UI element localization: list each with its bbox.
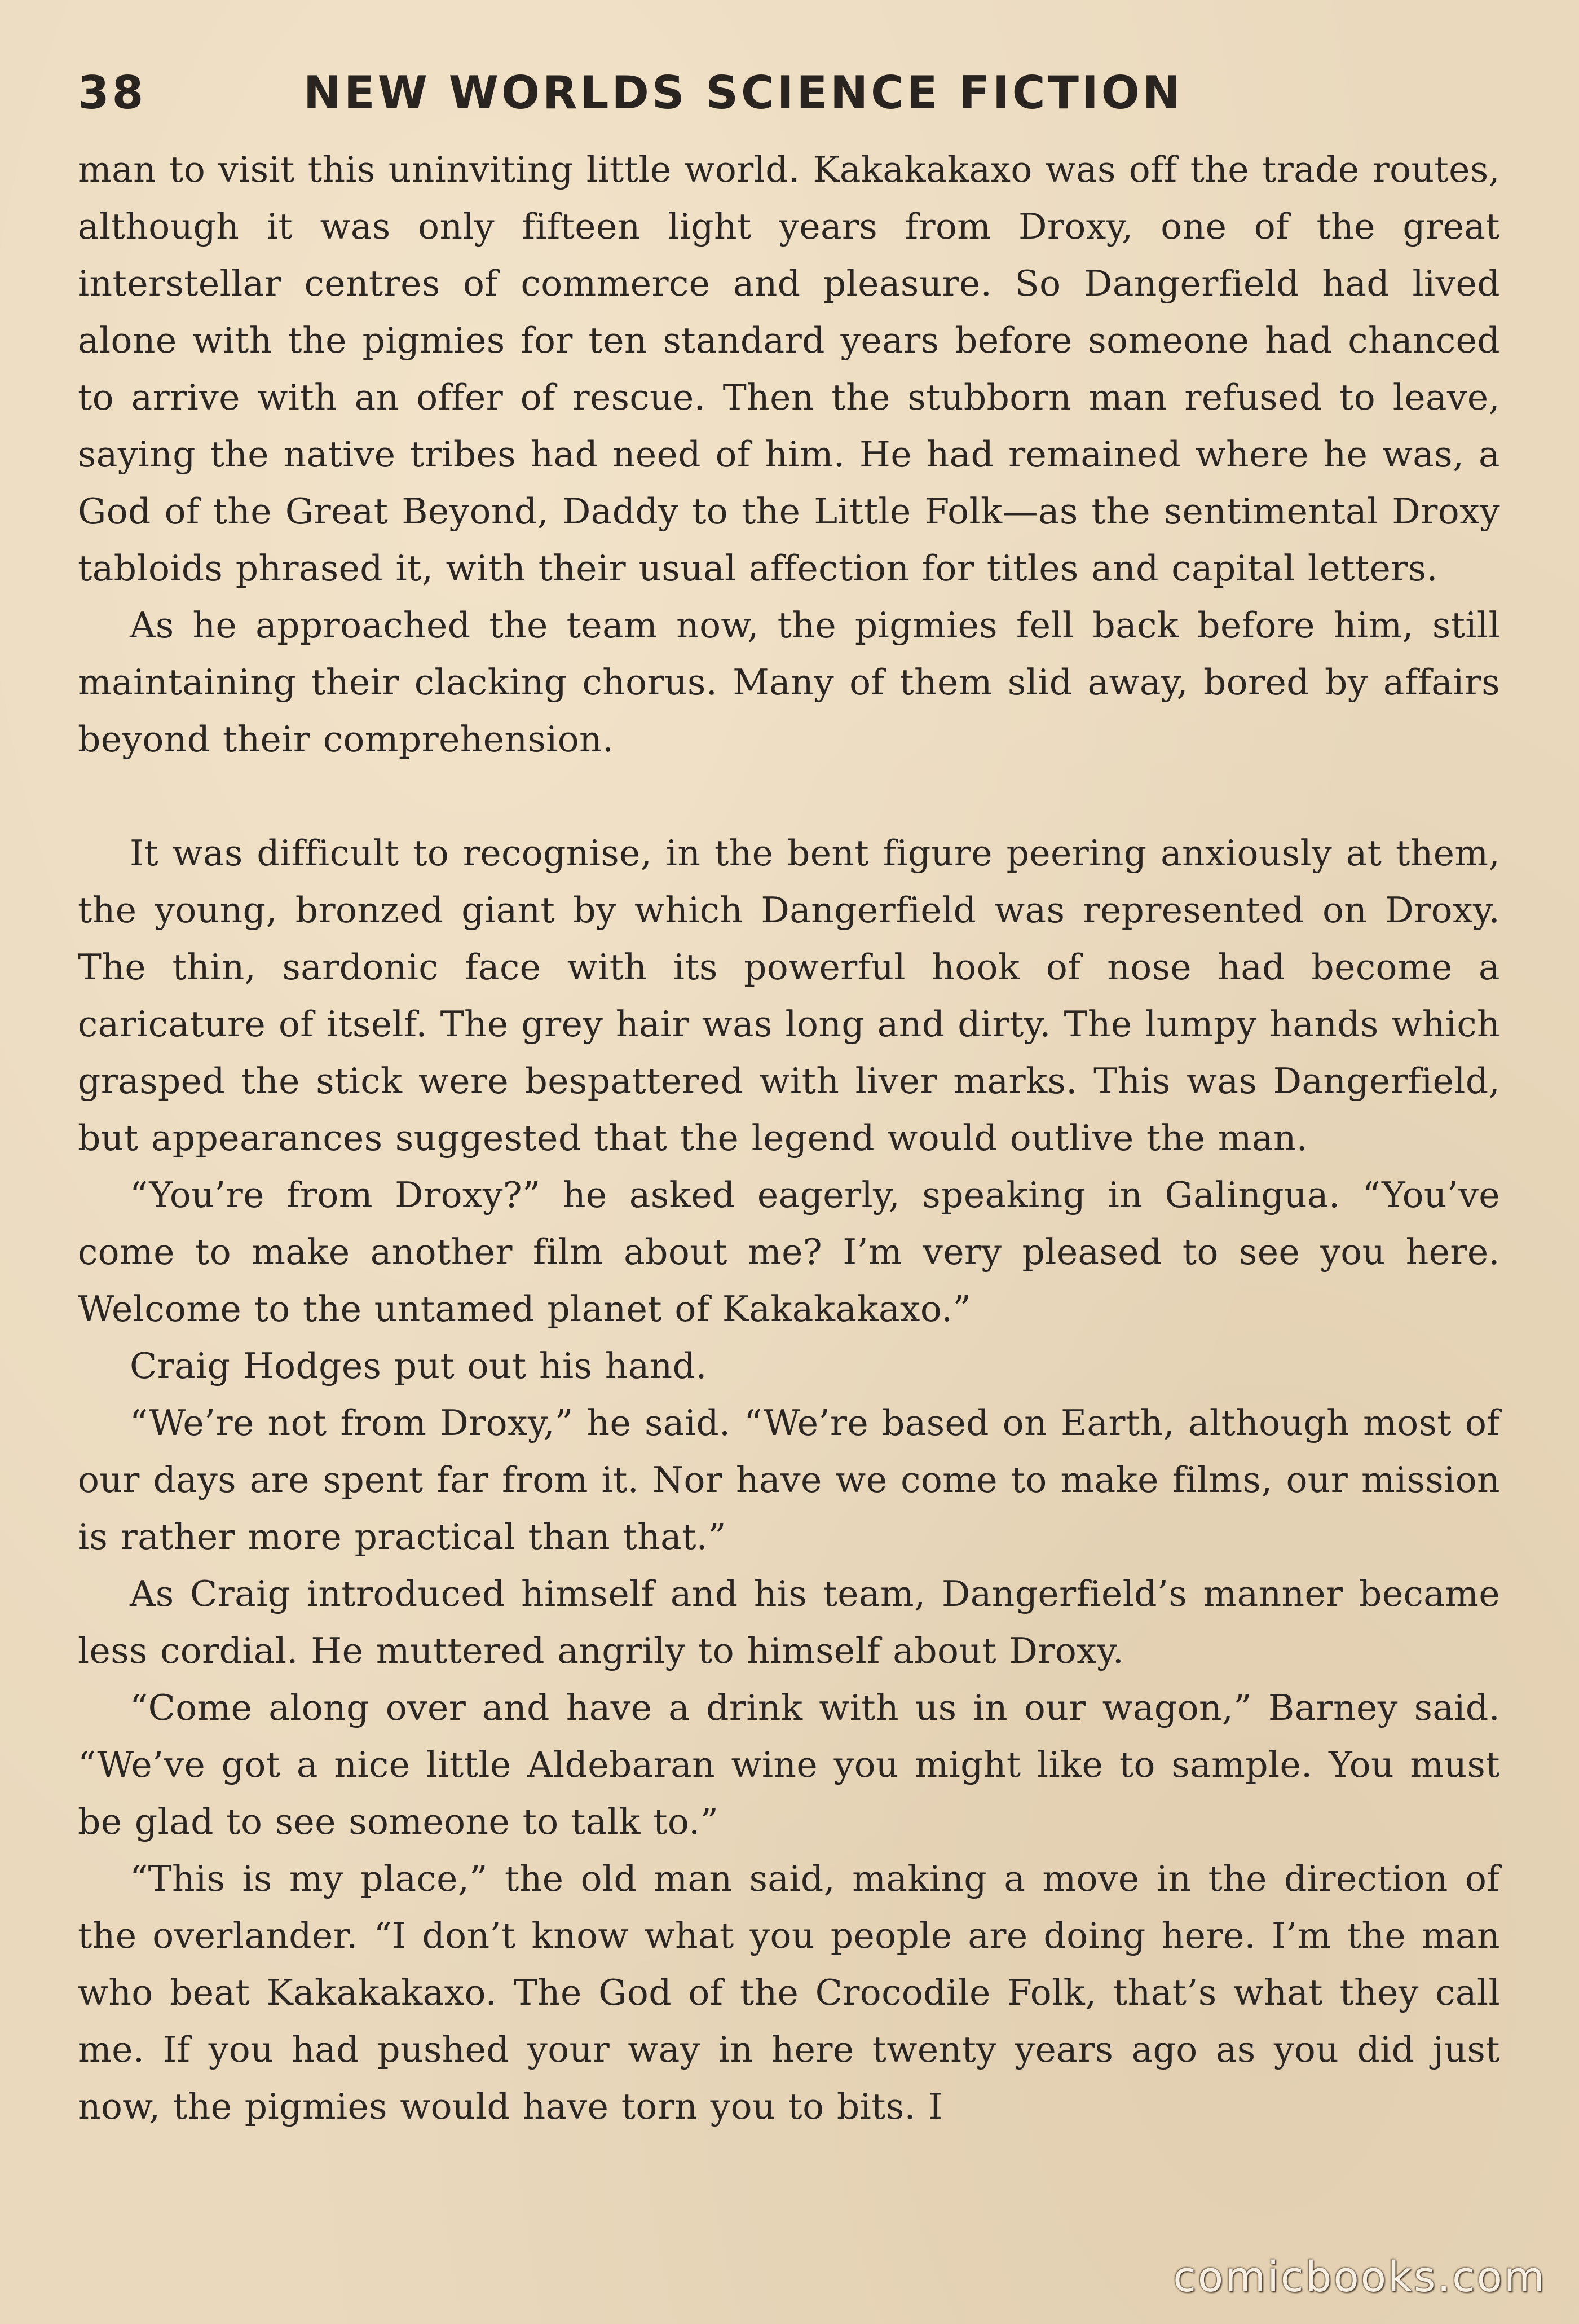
watermark: comicbooks.com xyxy=(1173,2253,1546,2301)
paragraph: “We’re not from Droxy,” he said. “We’re based on Earth, although most of our days are spent far from it. Nor have we come to make films, our mission is rather more practical than that.” xyxy=(78,1402,1500,1557)
running-head xyxy=(78,67,1510,129)
paragraph: Craig Hodges put out his hand. xyxy=(130,1345,707,1387)
paragraph: “This is my place,” the old man said, making a move in the direction of the overlander. “I don’t know what you people are doing here. I’m the man who beat Kakakakaxo. The God of the Crocodile Folk, that’s what they call me. If you had pushed your way in here twenty years ago as you did just now, the pigmies would have torn you to bits. I xyxy=(78,1858,1500,2127)
paragraph: “You’re from Droxy?” he asked eagerly, speaking in Galingua. “You’ve come to make another film about me? I’m very pleased to see you here. Welcome to the untamed planet of Kakakakaxo.” xyxy=(78,1174,1500,1330)
paragraph: It was difficult to recognise, in the bent figure peering anxiously at them, the young, bronzed giant by which Dangerfield was represented on Droxy. The thin, sardonic face with its powerful hook of nose had become a caricature of itself. The grey hair was long and dirty. The lumpy hands which grasped the stick were bespattered with liver marks. This was Dangerfield, but appearances suggested that the legend would outlive the man. xyxy=(78,833,1500,1159)
paragraph: As Craig introduced himself and his team, Dangerfield’s manner became less cordial. He muttered angrily to himself about Droxy. xyxy=(78,1573,1500,1671)
paragraph: “Come along over and have a drink with us in our wagon,” Barney said. “We’ve got a nice little Aldebaran wine you might like to sample. You must be glad to see someone to talk to.” xyxy=(78,1687,1500,1842)
paragraph: As he approached the team now, the pigmies fell back before him, still maintaining their clacking chorus. Many of them slid away, bored by affairs beyond their comprehension. xyxy=(78,605,1500,760)
page-number: 38 xyxy=(78,67,147,119)
section-break xyxy=(78,768,1500,825)
body-text xyxy=(78,141,1500,2135)
magazine-title: NEW WORLDS SCIENCE FICTION xyxy=(303,67,1183,119)
paragraph: man to visit this uninviting little world. Kakakakaxo was off the trade routes, although it was only fifteen light years from Droxy, one of the great interstellar centres of commerce and pleasure. So Dangerfield had lived alone with the pigmies for ten standard years before someone had chanced to arrive with an offer of rescue. Then the stubborn man refused to leave, saying the native tribes had need of him. He had remained where he was, a God of the Great Beyond, Daddy to the Little Folk—as the sentimental Droxy tabloids phrased it, with their usual affection for titles and capital letters. xyxy=(78,149,1500,589)
